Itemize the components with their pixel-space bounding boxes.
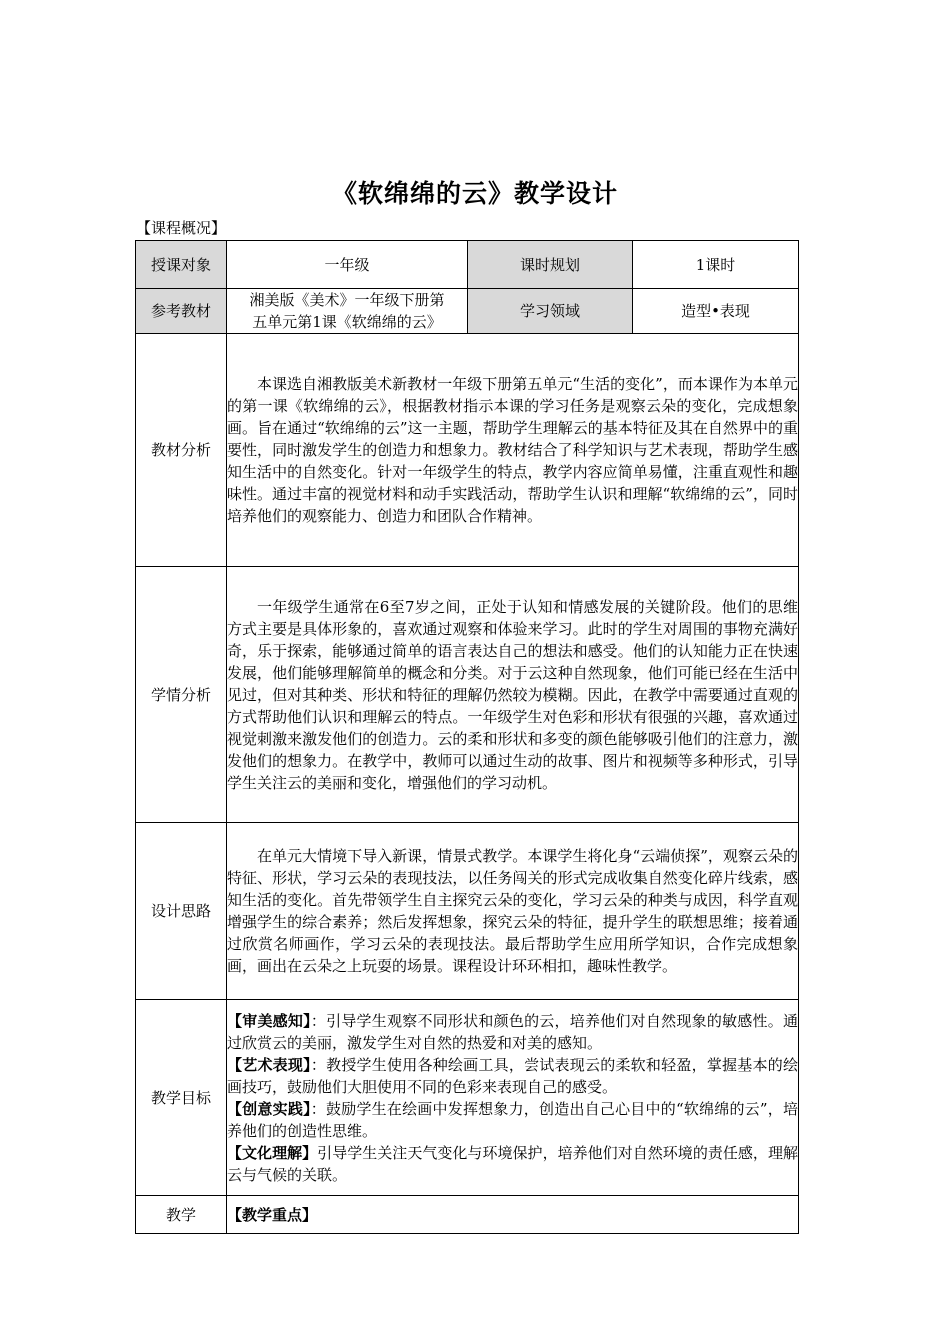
value-textbook-line1: 湘美版《美术》一年级下册第 xyxy=(249,291,445,309)
material-analysis-cell xyxy=(227,334,799,567)
label-teaching-focus: 教学 xyxy=(136,1196,227,1234)
learner-analysis-text: 一年级学生通常在6至7岁之间，正处于认知和情感发展的关键阶段。他们的思维方式主要是具体形象的，喜欢通过观察和体验来学习。此时的学生对周围的事物充满好奇，乐于探索，能够通过简单的语言表达自己的想法和感受。他们的认知能力正在快速发展，他们能够理解简单的概念和分类。对于云这种自然现象，他们可能已经在生活中见过，但对其种类、形状和特征的理解仍然较为模糊。因此，在教学中需要通过直观的方式帮助他们认识和理解云的特点。一年级学生对色彩和形状有很强的兴趣，喜欢通过视觉刺激来激发他们的创造力。云的柔和形状和多变的颜色能够吸引他们的注意力，激发他们的想象力。在教学中，教师可以通过生动的故事、图片和视频等多种形式，引导学生关注云的美丽和变化，增强他们的学习动机。 xyxy=(227,597,798,792)
teaching-goals-cell xyxy=(227,1000,799,1196)
goal-aesthetic-text: ：引导学生观察不同形状和颜色的云，培养他们对自然现象的敏感性。通过欣赏云的美丽，激发学生对自然的热爱和对美的感知。 xyxy=(227,1011,798,1052)
goal-aesthetic-head: 【审美感知】 xyxy=(227,1011,311,1030)
goal-creative-text: ：鼓励学生在绘画中发挥想象力，创造出自己心目中的“软绵绵的云”，培养他们的创造性思维。 xyxy=(227,1099,798,1140)
table-row-teaching-goals xyxy=(136,1000,799,1196)
label-learning-domain: 学习领域 xyxy=(468,289,633,334)
value-textbook xyxy=(227,289,468,334)
table-row-learner-analysis xyxy=(136,567,799,823)
design-idea-text: 在单元大情境下导入新课，情景式教学。本课学生将化身“云端侦探”，观察云朵的特征、形状，学习云朵的表现技法，以任务闯关的形式完成收集自然变化碎片线索，感知生活的变化。首先带领学生自主探究云朵的变化，学习云朵的种类与成因，科学直观增强学生的综合素养；然后发挥想象，探究云朵的特征，提升学生的联想思维；接着通过欣赏名师画作，学习云朵的表现技法。最后帮助学生应用所学知识，合作完成想象画，画出在云朵之上玩耍的场景。课程设计环环相扣，趣味性教学。 xyxy=(227,847,798,975)
table-row-design-idea xyxy=(136,823,799,1000)
lesson-plan-table xyxy=(135,240,799,1234)
label-audience: 授课对象 xyxy=(136,241,227,289)
material-analysis-text: 本课选自湘教版美术新教材一年级下册第五单元“生活的变化”，而本课作为本单元的第一课《软绵绵的云》，根据教材指示本课的学习任务是观察云朵的变化，完成想象画。旨在通过“软绵绵的云”这一主题，帮助学生理解云的基本特征及其在自然界中的重要性，同时激发学生的创造力和想象力。教材结合了科学知识与艺术表现，帮助学生感知生活中的自然变化。针对一年级学生的特点，教学内容应简单易懂，注重直观性和趣味性。通过丰富的视觉材料和动手实践活动，帮助学生认识和理解“软绵绵的云”，同时培养他们的观察能力、创造力和团队合作精神。 xyxy=(227,375,798,525)
goal-cultural-text: 引导学生关注天气变化与环境保护，培养他们对自然环境的责任感，理解云与气候的关联。 xyxy=(227,1143,798,1184)
label-class-hours: 课时规划 xyxy=(468,241,633,289)
goal-creative xyxy=(227,1098,798,1142)
label-design-idea: 设计思路 xyxy=(136,823,227,1000)
teaching-focus-text: 【教学重点】 xyxy=(227,1205,318,1224)
goal-artistic-text: ：教授学生使用各种绘画工具，尝试表现云的柔软和轻盈，掌握基本的绘画技巧，鼓励他们大胆使用不同的色彩来表现自己的感受。 xyxy=(227,1055,798,1096)
label-teaching-goals: 教学目标 xyxy=(136,1000,227,1196)
value-audience: 一年级 xyxy=(227,241,468,289)
label-learner-analysis: 学情分析 xyxy=(136,567,227,823)
value-learning-domain: 造型•表现 xyxy=(633,289,799,334)
goal-cultural-head: 【文化理解】 xyxy=(227,1143,318,1162)
goal-cultural xyxy=(227,1142,798,1186)
table-row-material-analysis xyxy=(136,334,799,567)
goal-artistic-head: 【艺术表现】 xyxy=(227,1055,311,1074)
table-row-textbook xyxy=(136,289,799,334)
label-textbook: 参考教材 xyxy=(136,289,227,334)
label-material-analysis: 教材分析 xyxy=(136,334,227,567)
table-row-teaching-focus xyxy=(136,1196,799,1234)
table-row-audience xyxy=(136,241,799,289)
goal-artistic xyxy=(227,1054,798,1098)
page-title: 《软绵绵的云》教学设计 xyxy=(331,179,618,208)
goal-creative-head: 【创意实践】 xyxy=(227,1099,311,1118)
learner-analysis-cell xyxy=(227,567,799,823)
goal-aesthetic xyxy=(227,1010,798,1054)
value-class-hours: 1课时 xyxy=(633,241,799,289)
value-textbook-line2: 五单元第1课《软绵绵的云》 xyxy=(252,313,442,331)
section-label-course-overview: 【课程概况】 xyxy=(136,219,227,237)
teaching-focus-cell xyxy=(227,1196,799,1234)
design-idea-cell xyxy=(227,823,799,1000)
